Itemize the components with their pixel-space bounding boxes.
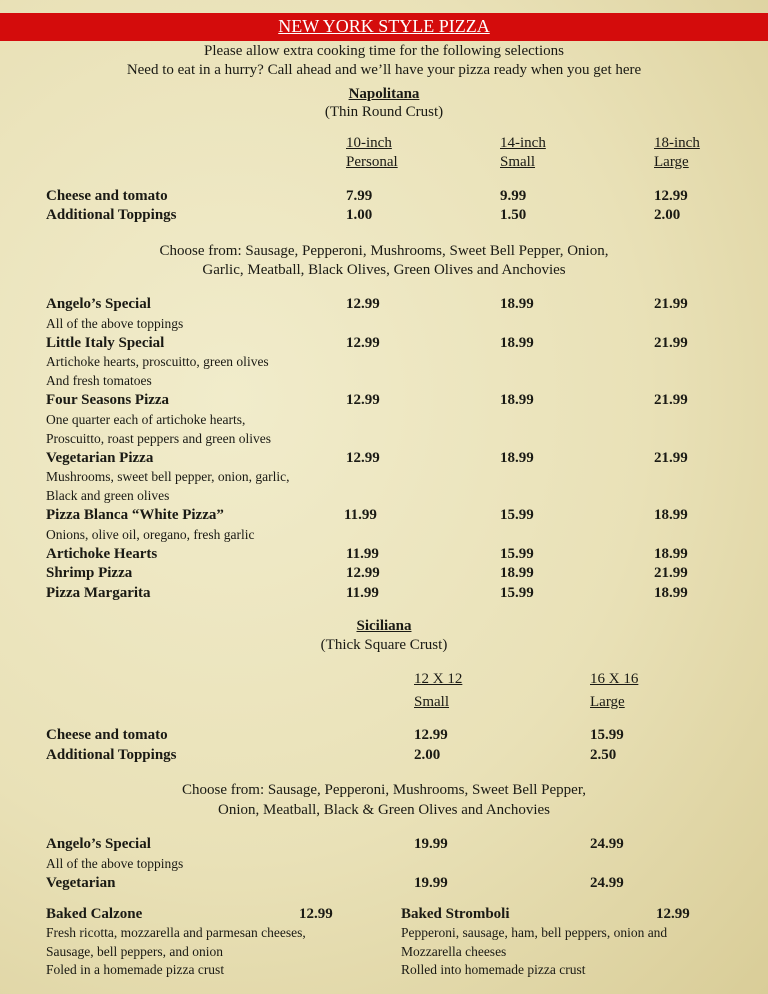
size-label: Small bbox=[500, 154, 536, 170]
item-price: 11.99 bbox=[346, 584, 379, 601]
item-price: 11.99 bbox=[346, 545, 379, 562]
item-price: 15.99 bbox=[500, 584, 534, 601]
size-label: Large bbox=[590, 694, 625, 710]
item-name: Vegetarian bbox=[46, 874, 116, 891]
item-price: 15.99 bbox=[500, 507, 534, 523]
item-price: 2.50 bbox=[590, 747, 617, 763]
item-price: 7.99 bbox=[346, 188, 373, 204]
item-price: 12.99 bbox=[346, 296, 380, 312]
item-description: Mozzarella cheeses bbox=[401, 943, 507, 959]
item-price: 21.99 bbox=[654, 392, 688, 408]
item-description: All of the above toppings bbox=[46, 315, 184, 331]
item-name: Pizza Margarita bbox=[46, 584, 151, 601]
item-price: 12.99 bbox=[346, 565, 380, 581]
item-description: Rolled into homemade pizza crust bbox=[401, 962, 586, 977]
item-price: 24.99 bbox=[590, 836, 624, 852]
item-price: 2.00 bbox=[414, 747, 441, 763]
size-label: Personal bbox=[346, 154, 398, 170]
item-description: Pepperoni, sausage, ham, bell peppers, onion and bbox=[401, 925, 668, 940]
item-description: Onions, olive oil, oregano, fresh garlic bbox=[46, 526, 255, 542]
item-price: 15.99 bbox=[500, 545, 534, 562]
item-description: And fresh tomatoes bbox=[46, 373, 152, 388]
item-price: 12.99 bbox=[414, 727, 448, 743]
choose-line: Choose from: Sausage, Pepperoni, Mushrooms, Sweet Bell Pepper, Onion, bbox=[159, 243, 609, 259]
item-price: 18.99 bbox=[654, 507, 688, 523]
item-price: 12.99 bbox=[656, 906, 690, 922]
intro-line: Need to eat in a hurry? Call ahead and we’ll have your pizza ready when you get here bbox=[126, 62, 642, 78]
item-description: One quarter each of artichoke hearts, bbox=[46, 411, 246, 427]
item-name: Cheese and tomato bbox=[46, 727, 168, 743]
item-price: 15.99 bbox=[590, 727, 624, 743]
choose-line: Onion, Meatball, Black & Green Olives and Anchovies bbox=[217, 802, 550, 818]
item-name: Little Italy Special bbox=[46, 334, 165, 351]
item-price: 18.99 bbox=[500, 565, 534, 581]
section-subheading: (Thin Round Crust) bbox=[324, 104, 444, 120]
title-banner bbox=[0, 13, 768, 41]
item-price: 12.99 bbox=[299, 906, 333, 922]
item-description: Sausage, bell peppers, and onion bbox=[46, 943, 223, 959]
item-price: 12.99 bbox=[346, 334, 380, 351]
size-label: Large bbox=[654, 154, 689, 170]
item-description: Foled in a homemade pizza crust bbox=[46, 962, 225, 977]
item-description: Proscuitto, roast peppers and green olives bbox=[46, 430, 271, 446]
item-price: 18.99 bbox=[654, 584, 688, 601]
item-price: 24.99 bbox=[590, 874, 624, 891]
item-name: Baked Calzone bbox=[46, 906, 143, 922]
item-price: 18.99 bbox=[500, 449, 534, 466]
item-price: 1.50 bbox=[500, 207, 527, 223]
item-price: 12.99 bbox=[346, 392, 380, 408]
item-price: 12.99 bbox=[654, 188, 688, 204]
item-price: 21.99 bbox=[654, 334, 688, 351]
item-price: 18.99 bbox=[500, 392, 534, 408]
section-subheading: (Thick Square Crust) bbox=[320, 637, 448, 653]
size-label: 14-inch bbox=[500, 135, 546, 151]
item-name: Angelo’s Special bbox=[46, 836, 151, 852]
item-price: 18.99 bbox=[654, 545, 688, 562]
item-price: 9.99 bbox=[500, 188, 527, 204]
item-name: Additional Toppings bbox=[46, 207, 177, 223]
item-price: 18.99 bbox=[500, 296, 534, 312]
item-name: Additional Toppings bbox=[46, 747, 177, 763]
item-description: Artichoke hearts, proscuitto, green olives bbox=[46, 354, 269, 369]
item-price: 21.99 bbox=[654, 449, 688, 466]
item-description: Fresh ricotta, mozzarella and parmesan cheeses, bbox=[46, 925, 306, 940]
item-name: Baked Stromboli bbox=[401, 906, 510, 922]
page-title: NEW YORK STYLE PIZZA bbox=[278, 16, 490, 36]
section-heading: Siciliana bbox=[356, 618, 412, 634]
item-description: Mushrooms, sweet bell pepper, onion, garlic, bbox=[46, 469, 290, 484]
choose-line: Garlic, Meatball, Black Olives, Green Olives and Anchovies bbox=[202, 262, 566, 278]
item-price: 12.99 bbox=[346, 449, 380, 466]
size-label: Small bbox=[414, 694, 450, 710]
size-label: 12 X 12 bbox=[414, 671, 463, 687]
size-label: 16 X 16 bbox=[590, 671, 639, 687]
item-description: All of the above toppings bbox=[46, 855, 184, 871]
item-name: Artichoke Hearts bbox=[46, 545, 158, 562]
item-price: 11.99 bbox=[344, 507, 377, 523]
item-price: 19.99 bbox=[414, 874, 448, 891]
item-price: 21.99 bbox=[654, 296, 688, 312]
item-name: Shrimp Pizza bbox=[46, 565, 133, 581]
item-price: 21.99 bbox=[654, 565, 688, 581]
item-description: Black and green olives bbox=[46, 488, 170, 503]
item-name: Angelo’s Special bbox=[46, 296, 151, 312]
item-price: 2.00 bbox=[654, 207, 681, 223]
item-name: Cheese and tomato bbox=[46, 188, 168, 204]
section-heading: Napolitana bbox=[348, 86, 420, 102]
item-price: 1.00 bbox=[346, 207, 373, 223]
intro-line: Please allow extra cooking time for the following selections bbox=[204, 43, 564, 59]
item-price: 18.99 bbox=[500, 334, 534, 351]
item-name: Four Seasons Pizza bbox=[46, 392, 170, 408]
size-label: 10-inch bbox=[346, 135, 392, 151]
item-name: Pizza Blanca “White Pizza” bbox=[46, 507, 224, 523]
item-name: Vegetarian Pizza bbox=[46, 449, 154, 466]
choose-line: Choose from: Sausage, Pepperoni, Mushrooms, Sweet Bell Pepper, bbox=[182, 782, 586, 798]
size-label: 18-inch bbox=[654, 135, 700, 151]
item-price: 19.99 bbox=[414, 836, 448, 852]
